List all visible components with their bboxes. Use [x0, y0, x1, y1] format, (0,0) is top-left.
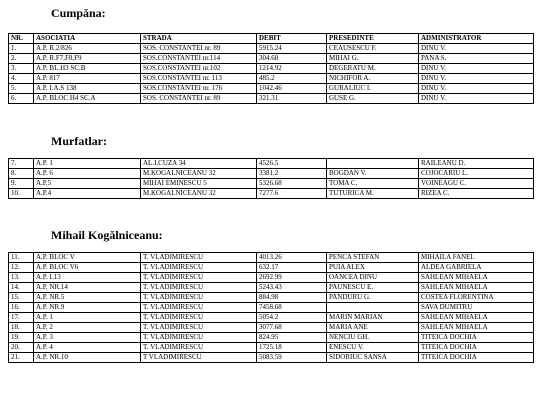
- table-cell: 5243.43: [257, 283, 327, 293]
- table-cell: 20.: [9, 343, 34, 353]
- table-cell: MARIN MARIAN: [327, 313, 419, 323]
- heading-mihail-kogalniceanu: Mihail Kogălniceanu:: [51, 228, 163, 242]
- table-cell: A.P.4: [34, 189, 141, 199]
- table-cell: TOMA C.: [327, 179, 419, 189]
- table-cell: MIHAILA FANEL: [419, 253, 534, 263]
- column-header: ASOCIATIA: [34, 34, 141, 44]
- table-cell: PAUNESCU E.: [327, 283, 419, 293]
- table-cell: 5054.2: [257, 313, 327, 323]
- table-cell: A.P. 4: [34, 343, 141, 353]
- table-cell: MARIA ANE: [327, 323, 419, 333]
- table-cell: PANDURU G.: [327, 293, 419, 303]
- table-cell: MIHAI EMINESCU 5: [141, 179, 257, 189]
- table-cell: COJOCARIU L.: [419, 169, 534, 179]
- table-row: [9, 283, 534, 293]
- table-cell: MIHAI G.: [327, 54, 419, 64]
- column-header: ADMINISTRATOR: [419, 34, 534, 44]
- table-row: [9, 323, 534, 333]
- table-cell: A.P. R.F7,F8,F9: [34, 54, 141, 64]
- table-row: [9, 84, 534, 94]
- table-cell: T. VLADIMIRESCU: [141, 303, 257, 313]
- table-cell: SAHLEAN MIHAELA: [419, 323, 534, 333]
- table-cell: 3381.2: [257, 169, 327, 179]
- table-cell: GUSE G.: [327, 94, 419, 104]
- table-row: [9, 74, 534, 84]
- table-cell: T. VLADIMIRESCU: [141, 253, 257, 263]
- table-cell: A.P. NR.10: [34, 353, 141, 363]
- table-row: [9, 263, 534, 273]
- table-cell: T. VLADIMIRESCU: [141, 333, 257, 343]
- table-cell: T. VLADIMIRESCU: [141, 293, 257, 303]
- table-cell: 4.: [9, 74, 34, 84]
- table-cell: 5.: [9, 84, 34, 94]
- table-cell: 304.68: [257, 54, 327, 64]
- table-murfatlar: [8, 158, 534, 199]
- heading-murfatlar: Murfatlar:: [51, 134, 107, 148]
- table-cell: 2692.99: [257, 273, 327, 283]
- table-cell: 13.: [9, 273, 34, 283]
- table-cell: T. VLADIMIRESCU: [141, 263, 257, 273]
- column-header: STRADA: [141, 34, 257, 44]
- table-cell: T. VLADIMIRESCU: [141, 283, 257, 293]
- table-cell: M.KOGALNICEANU 32: [141, 189, 257, 199]
- table-cell: 11.: [9, 253, 34, 263]
- table-cell: AL.I.CUZA 34: [141, 159, 257, 169]
- table-cell: 4013.26: [257, 253, 327, 263]
- table-row: [9, 94, 534, 104]
- table-row: [9, 189, 534, 199]
- table-cell: A.P. R.2/826: [34, 44, 141, 54]
- table-cell: A.P. 1: [34, 313, 141, 323]
- table-cell: A.P. BL.H3 SC.B: [34, 64, 141, 74]
- table-cell: [327, 159, 419, 169]
- table-cell: 12.: [9, 263, 34, 273]
- table-cell: 5326.68: [257, 179, 327, 189]
- table-cell: A.P. BLOC V: [34, 253, 141, 263]
- table-cell: 15.: [9, 293, 34, 303]
- table-cell: PUIA ALEX: [327, 263, 419, 273]
- table-cell: A.P. 3: [34, 333, 141, 343]
- table-cell: SAHLEAN MIHAELA: [419, 273, 534, 283]
- table-cell: A.P. L13: [34, 273, 141, 283]
- table-cell: VOINEAGU C.: [419, 179, 534, 189]
- table-cell: DINU V.: [419, 64, 534, 74]
- table-row: [9, 343, 534, 353]
- table-cell: T. VLADIMIRESCU: [141, 343, 257, 353]
- table-cell: A.P. NR.9: [34, 303, 141, 313]
- table-cell: SAHLEAN MIHAELA: [419, 283, 534, 293]
- column-header: DEBIT: [257, 34, 327, 44]
- table-cell: 5083.59: [257, 353, 327, 363]
- table-cell: SOS.CONSTANTEI nr. 113: [141, 74, 257, 84]
- table-cell: 19.: [9, 333, 34, 343]
- table-cell: 7277.6: [257, 189, 327, 199]
- table-cell: SAVA DUMITRU: [419, 303, 534, 313]
- column-header: PRESEDINTE: [327, 34, 419, 44]
- table-cell: A.P. 1: [34, 159, 141, 169]
- table-cell: A.P. 817: [34, 74, 141, 84]
- table-cell: TITEICA DOCHIA: [419, 343, 534, 353]
- table-cell: 2.: [9, 54, 34, 64]
- table-cell: 21.: [9, 353, 34, 363]
- table-cell: ENESCU V.: [327, 343, 419, 353]
- table-cell: SAHLEAN MIHAELA: [419, 313, 534, 323]
- table-cumpana: [8, 33, 534, 104]
- table-row: [9, 54, 534, 64]
- table-cell: 1042.46: [257, 84, 327, 94]
- table-cell: 1214.92: [257, 64, 327, 74]
- table-cell: DINU V.: [419, 94, 534, 104]
- table-cell: PANA S.: [419, 54, 534, 64]
- table-row: [9, 64, 534, 74]
- table-cell: 884.98: [257, 293, 327, 303]
- table-cell: 1.: [9, 44, 34, 54]
- table-cell: 6.: [9, 94, 34, 104]
- table-row: [9, 169, 534, 179]
- table-row: [9, 44, 534, 54]
- table-cell: T. VLADIMIRESCU: [141, 323, 257, 333]
- table-cell: 9.: [9, 179, 34, 189]
- table-row: [9, 353, 534, 363]
- table-cell: NICHIFOR A.: [327, 74, 419, 84]
- table-cell: 321.31: [257, 94, 327, 104]
- table-cell: 485.2: [257, 74, 327, 84]
- table-cell: M.KOGALNICEANU 32: [141, 169, 257, 179]
- table-cell: [327, 303, 419, 313]
- table-cell: DEGERATU M.: [327, 64, 419, 74]
- table-cell: DINU V.: [419, 44, 534, 54]
- table-cell: T VLADIMIRESCU: [141, 353, 257, 363]
- table-cell: RIZEA C.: [419, 189, 534, 199]
- table-cell: 8.: [9, 169, 34, 179]
- table-cell: 4526.5: [257, 159, 327, 169]
- table-row: [9, 273, 534, 283]
- table-cell: 10.: [9, 189, 34, 199]
- table-cell: TITEICA DOCHIA: [419, 333, 534, 343]
- table-row: [9, 253, 534, 263]
- table-cell: SOS.CONSTANTEI nr.114: [141, 54, 257, 64]
- table-row: [9, 303, 534, 313]
- table-cell: A.P. 2: [34, 323, 141, 333]
- table-cell: A.P. I.A.S 138: [34, 84, 141, 94]
- table-cell: 17.: [9, 313, 34, 323]
- table-cell: SIDORIUC SANSA: [327, 353, 419, 363]
- column-header: NR.: [9, 34, 34, 44]
- table-cell: SOS.CONSTANTEI nr. 176: [141, 84, 257, 94]
- table-cell: PENCA STEFAN: [327, 253, 419, 263]
- table-row: [9, 159, 534, 169]
- table-cell: TITEICA DOCHIA: [419, 353, 534, 363]
- table-cell: A.P. NR.5: [34, 293, 141, 303]
- table-cell: T. VLADIMIRESCU: [141, 313, 257, 323]
- table-cell: 5915.24: [257, 44, 327, 54]
- table-cell: T. VLADIMIRESCU: [141, 273, 257, 283]
- table-cell: DINU V.: [419, 84, 534, 94]
- table-cell: A.P. 6: [34, 169, 141, 179]
- table-cell: A.P. NR.14: [34, 283, 141, 293]
- table-cell: CEAUSESCU F.: [327, 44, 419, 54]
- table-cell: DINU V.: [419, 74, 534, 84]
- table-cell: COSTEA FLORENTINA: [419, 293, 534, 303]
- table-cell: BOGDAN V.: [327, 169, 419, 179]
- table-row: [9, 293, 534, 303]
- table-cell: RAILEANU D.: [419, 159, 534, 169]
- table-cell: TUTURICA M.: [327, 189, 419, 199]
- table-cell: SOS. CONSTANTEI nr. 89: [141, 94, 257, 104]
- table-cell: 3077.68: [257, 323, 327, 333]
- table-cell: 1725.18: [257, 343, 327, 353]
- table-row: [9, 333, 534, 343]
- table-cell: ALDEA GABRIELA: [419, 263, 534, 273]
- table-row: [9, 313, 534, 323]
- table-cell: NENCIU GH.: [327, 333, 419, 343]
- table-cell: 632.17: [257, 263, 327, 273]
- table-cell: 16.: [9, 303, 34, 313]
- table-cell: A.P. BLOC H4 SC.A: [34, 94, 141, 104]
- table-cell: 7.: [9, 159, 34, 169]
- table-cell: 14.: [9, 283, 34, 293]
- table-cell: GURALIUC I.: [327, 84, 419, 94]
- table-row: [9, 179, 534, 189]
- table-cell: SOS. CONSTANTEI nr. 89: [141, 44, 257, 54]
- table-cell: A.P. BLOC V6: [34, 263, 141, 273]
- table-cell: 18.: [9, 323, 34, 333]
- table-cell: 3.: [9, 64, 34, 74]
- table-cell: OANCEA DINU: [327, 273, 419, 283]
- table-cell: 824.95: [257, 333, 327, 343]
- table-cell: 7458.68: [257, 303, 327, 313]
- table-mihail-kogalniceanu: [8, 252, 534, 363]
- table-cell: A.P.5: [34, 179, 141, 189]
- table-cell: SOS.CONSTANTEI nr.102: [141, 64, 257, 74]
- heading-cumpana: Cumpăna:: [51, 6, 106, 20]
